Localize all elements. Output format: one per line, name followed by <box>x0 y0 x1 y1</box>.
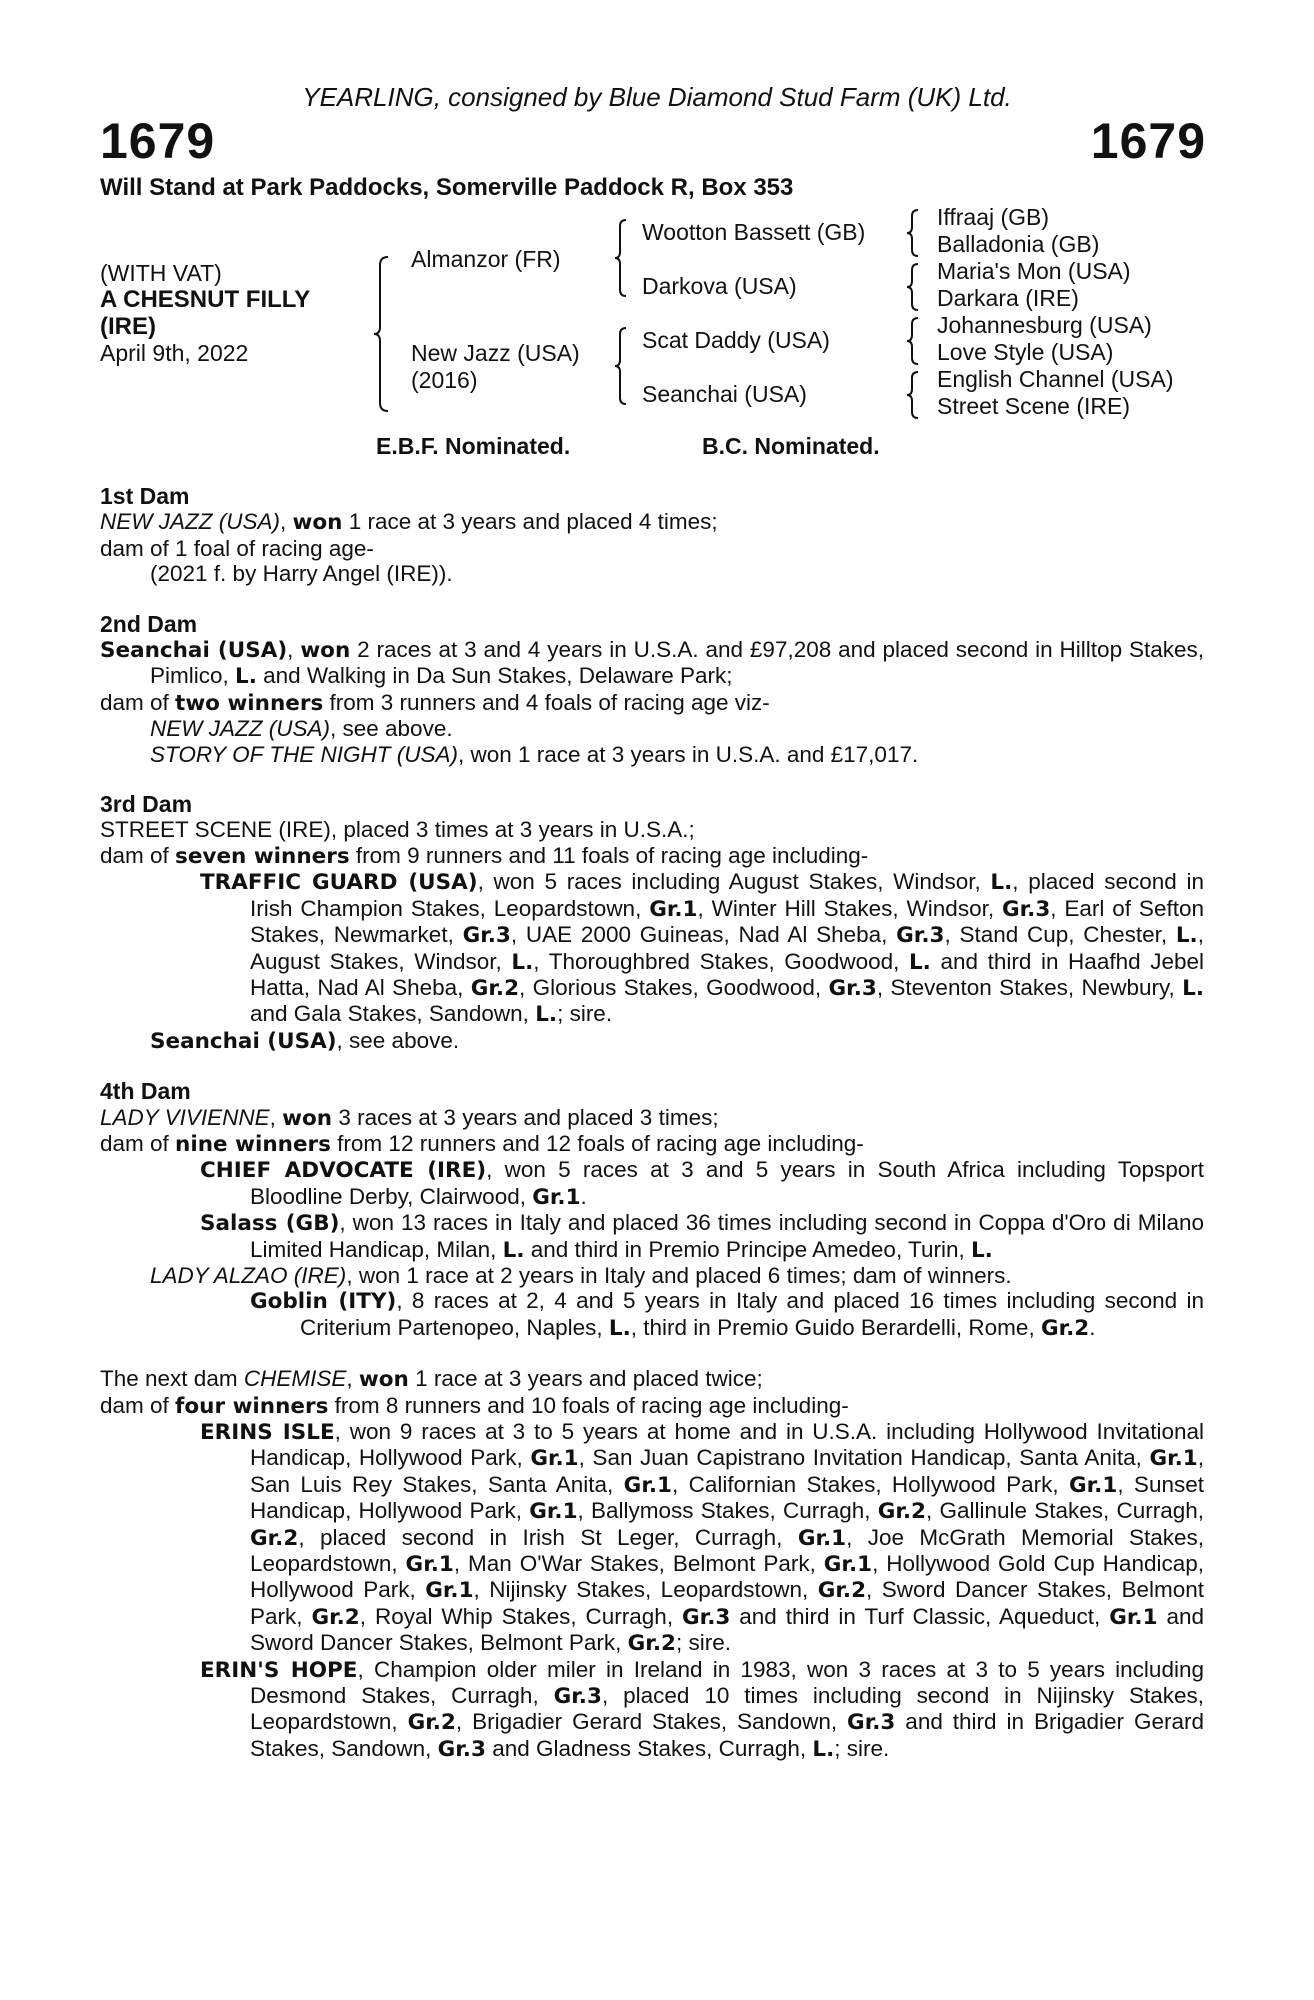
pedigree-dam-year: (2016) <box>411 367 478 393</box>
pedigree-brace-g2 <box>906 262 920 312</box>
fourth-dam-title: 4th Dam <box>100 1078 191 1105</box>
first-dam-title: 1st Dam <box>100 483 190 509</box>
pedigree-brace-sire <box>614 218 628 298</box>
text-seg: , <box>280 509 293 535</box>
listed-label: L. <box>235 664 257 690</box>
text-seg: from 9 runners and 11 foals of racing age including- <box>349 842 869 868</box>
winners-count: nine winners <box>175 1131 331 1157</box>
progeny-name: STORY OF THE NIGHT (USA) <box>150 741 458 767</box>
third-dam-name: STREET SCENE (IRE), placed 3 times at 3 years in U.S.A.; <box>100 817 695 843</box>
progeny-entry: CHIEF ADVOCATE (IRE), won 5 races at 3 and 5 years in South Africa including Topsport Bloodline Derby, Clairwood, Gr.1. <box>200 1157 1204 1210</box>
pedigree-sire: Almanzor (FR) <box>411 246 561 272</box>
progeny-entry: ERINS ISLE, won 9 races at 3 to 5 years at home and in U.S.A. including Hollywood Invitational Handicap, Hollywood Park, Gr.1, San Juan Capistrano Invitation Handicap, Santa Anita, Gr.1, San Luis Rey Stakes, Santa Anita, Gr.1, Californian Stakes, Hollywood Park, Gr.1, Sunset Handicap, Hollywood Park, Gr.1, Ballymoss Stakes, Curragh, Gr.2, Gallinule Stakes, Curragh, Gr.2, placed second in Irish St Leger, Curragh, Gr.1, Joe McGrath Memorial Stakes, Leopardstown, Gr.1, Man O'War Stakes, Belmont Park, Gr.1, Hollywood Gold Cup Handicap, Hollywood Park, Gr.1, Nijinsky Stakes, Leopardstown, Gr.2, Sword Dancer Stakes, Belmont Park, Gr.2, Royal Whip Stakes, Curragh, Gr.3 and third in Turf Classic, Aqueduct, Gr.1 and Sword Dancer Stakes, Belmont Park, Gr.2; sire. <box>200 1419 1205 1657</box>
progeny-entry: TRAFFIC GUARD (USA), won 5 races including August Stakes, Windsor, L., placed second in Irish Champion Stakes, Leopardstown, Gr.1, Winter Hill Stakes, Windsor, Gr.3, Earl of Sefton Stakes, Newmarket, Gr.3, UAE 2000 Guineas, Nad Al Sheba, Gr.3, Stand Cup, Chester, L., August Stakes, Windsor, L., Thoroughbred Stakes, Goodwood, L. and third in Haafhd Jebel Hatta, Nad Al Sheba, Gr.2, Glorious Stakes, Goodwood, Gr.3, Steventon Stakes, Newbury, L. and Gala Stakes, Sandown, L.; sire. <box>200 869 1205 1028</box>
won-label: won <box>282 1105 333 1131</box>
progeny-name: CHIEF ADVOCATE (IRE) <box>200 1158 487 1184</box>
text-seg: from 3 runners and 4 foals of racing age viz- <box>323 689 770 715</box>
won-label: won <box>358 1367 409 1393</box>
text-seg: and Walking in Da Sun Stakes, Delaware Park; <box>256 663 733 689</box>
pedigree-brace-main <box>372 255 390 413</box>
consignment-line: YEARLING, consigned by Blue Diamond Stud Farm (UK) Ltd. <box>302 82 1012 112</box>
pedigree-g5: Johannesburg (USA) <box>937 312 1152 338</box>
progeny-name: ERIN'S HOPE <box>200 1657 358 1683</box>
text-seg: 1 race at 3 years and placed 4 times; <box>342 509 718 535</box>
first-dam-produce: dam of 1 foal of racing age- <box>100 535 374 561</box>
text-seg: , won 1 race at 3 years in U.S.A. and £17,017. <box>457 741 919 767</box>
ebf-nomination: E.B.F. Nominated. <box>376 433 571 459</box>
progeny-name: Seanchai (USA) <box>150 1028 337 1054</box>
text-seg: , <box>287 637 301 663</box>
pedigree-g8: Street Scene (IRE) <box>937 393 1131 419</box>
next-dam-name: CHEMISE <box>243 1366 347 1392</box>
progeny-name: TRAFFIC GUARD (USA) <box>200 870 478 896</box>
stand-location: Will Stand at Park Paddocks, Somerville Paddock R, Box 353 <box>100 174 794 201</box>
text-seg: dam of <box>100 842 176 868</box>
winners-count: two winners <box>175 690 324 716</box>
first-dam-name: NEW JAZZ (USA) <box>100 509 280 535</box>
third-dam-title: 3rd Dam <box>100 791 193 818</box>
second-dam-title: 2nd Dam <box>100 610 198 637</box>
progeny-name: Salass (GB) <box>200 1211 340 1237</box>
won-label: won <box>300 638 351 664</box>
text-seg: dam of <box>100 689 176 715</box>
pedigree-sire-dam: Darkova (USA) <box>642 273 797 299</box>
pedigree-brace-g1 <box>906 208 920 258</box>
progeny-entry: Salass (GB), won 13 races in Italy and placed 36 times including second in Coppa d'Oro di Milano Limited Handicap, Milan, L. and third in Premio Principe Amedeo, Turin, L. <box>200 1210 1204 1263</box>
text-seg: , see above. <box>330 716 453 742</box>
won-label: won <box>292 510 343 536</box>
text-seg: , see above. <box>336 1027 460 1053</box>
pedigree-g2: Balladonia (GB) <box>937 231 1100 257</box>
progeny-entry: Goblin (ITY), 8 races at 2, 4 and 5 years in Italy and placed 16 times including second in Criterium Partenopeo, Naples, L., third in Premio Guido Berardelli, Rome, Gr.2. <box>250 1288 1205 1341</box>
pedigree-g4: Darkara (IRE) <box>937 285 1079 311</box>
progeny-name: LADY ALZAO (IRE) <box>150 1262 347 1288</box>
vat-label: (WITH VAT) <box>100 260 222 286</box>
winners-count: seven winners <box>175 843 350 869</box>
pedigree-brace-g3 <box>906 316 920 366</box>
pedigree-notes: 1st Dam NEW JAZZ (USA), won 1 race at 3 years and placed 4 times; dam of 1 foal of racing age- (2021 f. by Harry Angel (IRE)). 2nd Dam Seanchai (USA), won 2 races at 3 and 4 years in U.S.A. and £97,208 and placed second in Hilltop Stakes, Pimlico, L. and Walking in Da Sun Stakes, Delaware Park; dam of two winners from 3 runners and 4 foals of racing age viz- NEW JAZZ (USA), see above. STORY OF THE NIGHT (USA), won 1 race at 3 years in U.S.A. and £17,017. 3rd Dam STREET SCENE (IRE), placed 3 times at 3 years in U.S.A.; dam of seven winners from 9 runners and 11 foals of racing age including- TRAFFIC GUARD (USA), won 5 races including August Stakes, Windsor, L., placed second in Irish Champion Stakes, Leopardstown, Gr.1, Winter Hill Stakes, Windsor, Gr.3, Earl of Sefton Stakes, Newmarket, Gr.3, UAE 2000 Guineas, Nad Al Sheba, Gr.3, Stand Cup, Chester, L., August Stakes, Windsor, L., Thoroughbred Stakes, Goodwood, L. and third in Haafhd Jebel Hatta, Nad Al Sheba, Gr.2, Glorious Stakes, Goodwood, Gr.3, Steventon Stakes, Newbury, L. and Gala Stakes, Sandown, L.; sire. Seanchai (USA), see above. 4th Dam LADY VIVIENNE, won 3 races at 3 years and placed 3 times; dam of nine winners from 12 runners and 12 foals of racing age including- CHIEF ADVOCATE (IRE), won 5 races at 3 and 5 years in South Africa including Topsport Bloodline Derby, Clairwood, Gr.1. Salass (GB), won 13 races in Italy and placed 36 times including second in Coppa d'Oro di Milano Limited Handicap, Milan, L. and third in Premio Principe Amedeo, Turin, L. LADY ALZAO (IRE), won 1 race at 2 years in Italy and placed 6 times; dam of winners. Goblin (ITY), 8 races at 2, 4 and 5 years in Italy and placed 16 times including second in Criterium Partenopeo, Naples, L., third in Premio Guido Berardelli, Rome, Gr.2. The next dam CHEMISE, won 1 race at 3 years and placed twice; dam of four winners from 8 runners and 10 foals of racing age including- ERINS ISLE, won 9 races at 3 to 5 years at home and in U.S.A. including Hollywood Invitational Handicap, Hollywood Park, Gr.1, San Juan Capistrano Invitation Handicap, Santa Anita, Gr.1, San Luis Rey Stakes, Santa Anita, Gr.1, Californian Stakes, Hollywood Park, Gr.1, Sunset Handicap, Hollywood Park, Gr.1, Ballymoss Stakes, Curragh, Gr.2, Gallinule Stakes, Curragh, Gr.2, placed second in Irish St Leger, Curragh, Gr.1, Joe McGrath Memorial Stakes, Leopardstown, Gr.1, Man O'War Stakes, Belmont Park, Gr.1, Hollywood Gold Cup Handicap, Hollywood Park, Gr.1, Nijinsky Stakes, Leopardstown, Gr.2, Sword Dancer Stakes, Belmont Park, Gr.2, Royal Whip Stakes, Curragh, Gr.3 and third in Turf Classic, Aqueduct, Gr.1 and Sword Dancer Stakes, Belmont Park, Gr.2; sire. ERIN'S HOPE, Champion older miler in Ireland in 1983, won 3 races at 3 to 5 years including Desmond Stakes, Curragh, Gr.3, placed 10 times including second in Nijinsky Stakes, Leopardstown, Gr.2, Brigadier Gerard Stakes, Sandown, Gr.3 and third in Brigadier Gerard Stakes, Sandown, Gr.3 and Gladness Stakes, Curragh, L.; sire. <box>100 483 1205 1762</box>
foaling-date: April 9th, 2022 <box>100 340 249 366</box>
first-dam-foal: (2021 f. by Harry Angel (IRE)). <box>150 561 453 587</box>
second-dam-name: Seanchai (USA) <box>100 638 288 664</box>
pedigree-g3: Maria's Mon (USA) <box>937 258 1131 284</box>
lot-number-right: 1679 <box>1090 113 1206 169</box>
progeny-name: NEW JAZZ (USA) <box>150 716 330 742</box>
winners-count: four winners <box>175 1393 329 1419</box>
text-seg: 2 races at 3 and 4 years in U.S.A. and £97,208 and placed second in Hilltop Stakes, Pimlico, <box>150 637 1204 689</box>
pedigree-g7: English Channel (USA) <box>937 366 1174 392</box>
pedigree-sire-sire: Wootton Bassett (GB) <box>642 219 866 245</box>
pedigree-dam-dam: Seanchai (USA) <box>642 381 807 407</box>
pedigree-dam-name: New Jazz (USA) <box>411 340 580 366</box>
pedigree-brace-dam <box>614 326 628 406</box>
fourth-dam-name: LADY VIVIENNE <box>100 1104 270 1130</box>
progeny-name: Goblin (ITY) <box>250 1289 397 1315</box>
horse-name-line1: A CHESNUT FILLY <box>100 286 311 313</box>
horse-name-line2: (IRE) <box>100 313 156 340</box>
pedigree-brace-g4 <box>906 370 920 420</box>
pedigree-dam-sire: Scat Daddy (USA) <box>642 327 830 353</box>
bc-nomination: B.C. Nominated. <box>702 433 880 459</box>
pedigree-g6: Love Style (USA) <box>937 339 1114 365</box>
pedigree-g1: Iffraaj (GB) <box>937 204 1050 230</box>
progeny-entry: ERIN'S HOPE, Champion older miler in Ireland in 1983, won 3 races at 3 to 5 years including Desmond Stakes, Curragh, Gr.3, placed 10 times including second in Nijinsky Stakes, Leopardstown, Gr.2, Brigadier Gerard Stakes, Sandown, Gr.3 and third in Brigadier Gerard Stakes, Sandown, Gr.3 and Gladness Stakes, Curragh, L.; sire. <box>200 1656 1205 1762</box>
progeny-name: ERINS ISLE <box>200 1420 335 1445</box>
lot-number-left: 1679 <box>100 113 216 169</box>
